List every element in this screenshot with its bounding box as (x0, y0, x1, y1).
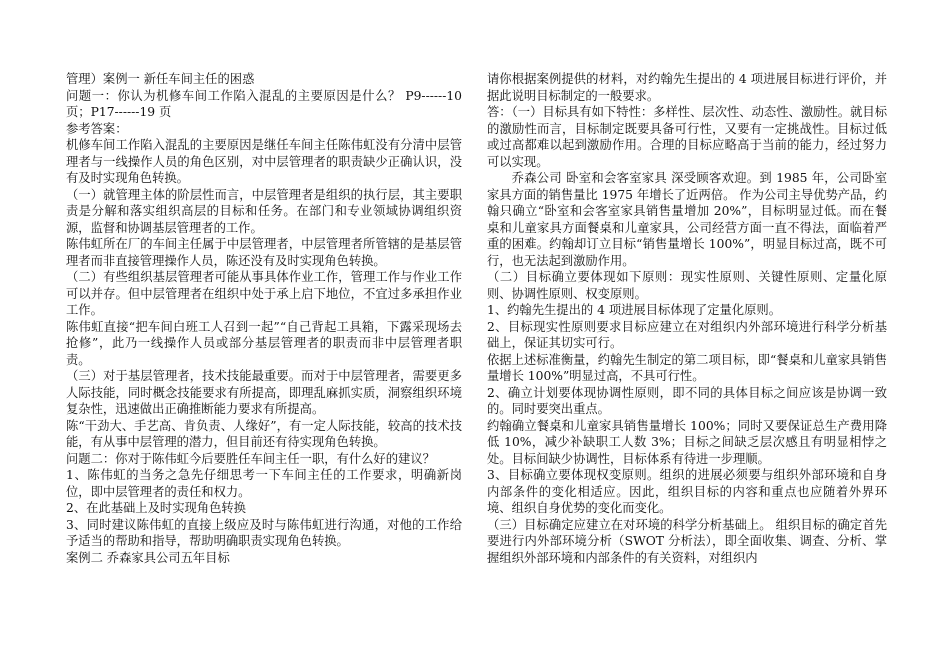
paragraph: （一）就管理主体的阶层性而言，中层管理者是组织的执行层，其主要职责是分解和落实组织高层的目标和任务。在部门和专业领域协调组织资源，监督和协调基层管理者的工作。 (66, 187, 462, 235)
paragraph: 陈伟虹直接“把车间白班工人召到一起”“自己背起工具箱，下露采现场去抢修”，此乃一线操作人员或部分基层管理者的职责而非中层管理者职责。 (66, 319, 462, 367)
paragraph: 机修车间工作陷入混乱的主要原因是继任车间主任陈伟虹没有分清中层管理者与一线操作人员的角色区别，对中层管理者的职责缺少正确认识，没有及时实现角色转换。 (66, 138, 462, 185)
paragraph: 3、同时建议陈伟虹的直接上级应及时与陈伟虹进行沟通，对他的工作给予适当的帮助和指导，帮助明确职责实现角色转换。 (66, 517, 462, 548)
case-two-title: 案例二 乔森家具公司五年目标 (66, 550, 230, 565)
question-one: 问题一：你认为机修车间工作陷入混乱的主要原因是什么？ P9------10 页；P17------19 页 (66, 88, 462, 119)
paragraph: 答：（一）目标具有如下特性：多样性、层次性、动态性、激励性。就目标的激励性而言，目标制定既要具备可行性，又要有一定挑战性。目标过低或过高都难以起到激励作用。合理的目标应略高于当前的能力，经过努力可以实现。 (487, 105, 887, 169)
paragraph: 请你根据案例提供的材料，对约翰先生提出的 4 项进展目标进行评价，并据此说明目标制定的一般要求。 (487, 72, 887, 103)
paragraph: 2、确立计划要体现协调性原则，即不同的具体目标之间应该是协调一致的。同时要突出重点。 (487, 385, 887, 416)
paragraph: 2、在此基础上及时实现角色转换 (66, 501, 246, 515)
left-column (66, 71, 462, 566)
paragraph: 3、目标确立要体现权变原则。组织的进展必须要与组织外部环境和自身内部条件的变化相适应。因此，组织目标的内容和重点也应随着外界环境、组织自身优势的变化而变化。 (487, 468, 887, 515)
paragraph: （二）有些组织基层管理者可能从事具体作业工作，管理工作与作业工作可以并存。但中层管理者在组织中处于承上启下地位，不宜过多承担作业工作。 (66, 270, 462, 317)
paragraph: 乔森公司 卧室和会客室家具 深受顾客欢迎。到 1985 年，公司卧室家具方面的销售量比 1975 年增长了近两倍。 作为公司主导优势产品，约翰只确立“卧室和会客室家具销售量增加 20%”，目标明显过低。而在餐桌和儿童家具方面餐桌和儿童家具，公司经营方面一直不得法，面临着严重的困难。约翰却订立目标“销售量增长 100%”，明显目标过高，既不可行，也无法起到激励作用。 (487, 171, 887, 268)
case-one-title: 管理）案例一 新任车间主任的困惑 (66, 72, 255, 86)
paragraph: 1、约翰先生提出的 4 项进展目标体现了定量化原则。 (487, 303, 781, 317)
reference-answer-label: 参考答案： (66, 121, 128, 136)
question-two: 问题二：你对于陈伟虹今后要胜任车间主任一职，有什么好的建议？ (66, 451, 435, 466)
paragraph: 约翰确立餐桌和儿童家具销售量增长 100%；同时又要保证总生产费用降低 10%，减少补缺职工人数 3%；目标之间缺乏层次感且有明显相悖之处。目标间缺少协调性，目标体系有待进一步理顺。 (487, 418, 887, 466)
paragraph: 陈“干劲大、手艺高、肯负责、人缘好”，有一定人际技能，较高的技术技能，有从事中层管理的潜力，但目前还有待实现角色转换。 (66, 418, 462, 449)
paragraph: （三）目标确定应建立在对环境的科学分析基础上。 组织目标的确定首先要进行内外部环境分析（SWOT 分析法），即全面收集、调查、分析、掌握组织外部环境和内部条件的有关资料，对组织内 (487, 517, 887, 565)
paragraph: （三）对于基层管理者，技术技能最重要。而对于中层管理者，需要更多人际技能，同时概念技能要求有所提高，即理乱麻抓实质，洞察组织环境复杂性，迅速做出正确推断能力要求有所提高。 (66, 369, 462, 416)
paragraph: 2、目标现实性原则要求目标应建立在对组织内外部环境进行科学分析基础上，保证其切实可行。 (487, 319, 887, 350)
paragraph: （二）目标确立要体现如下原则：现实性原则、关键性原则、定量化原则、协调性原则、权变原则。 (487, 270, 887, 301)
paragraph: 依据上述标准衡量，约翰先生制定的第二项目标，即“餐桌和儿童家具销售量增长 100%”明显过高，不具可行性。 (487, 352, 887, 383)
paragraph: 1、陈伟虹的当务之急先仔细思考一下车间主任的工作要求，明确新岗位，即中层管理者的责任和权力。 (66, 468, 462, 499)
right-column (487, 71, 887, 566)
paragraph: 陈伟虹所在厂的车间主任属于中层管理者，中层管理者所管辖的是基层管理者而非直接管理操作人员，陈还没有及时实现角色转换。 (66, 237, 462, 268)
